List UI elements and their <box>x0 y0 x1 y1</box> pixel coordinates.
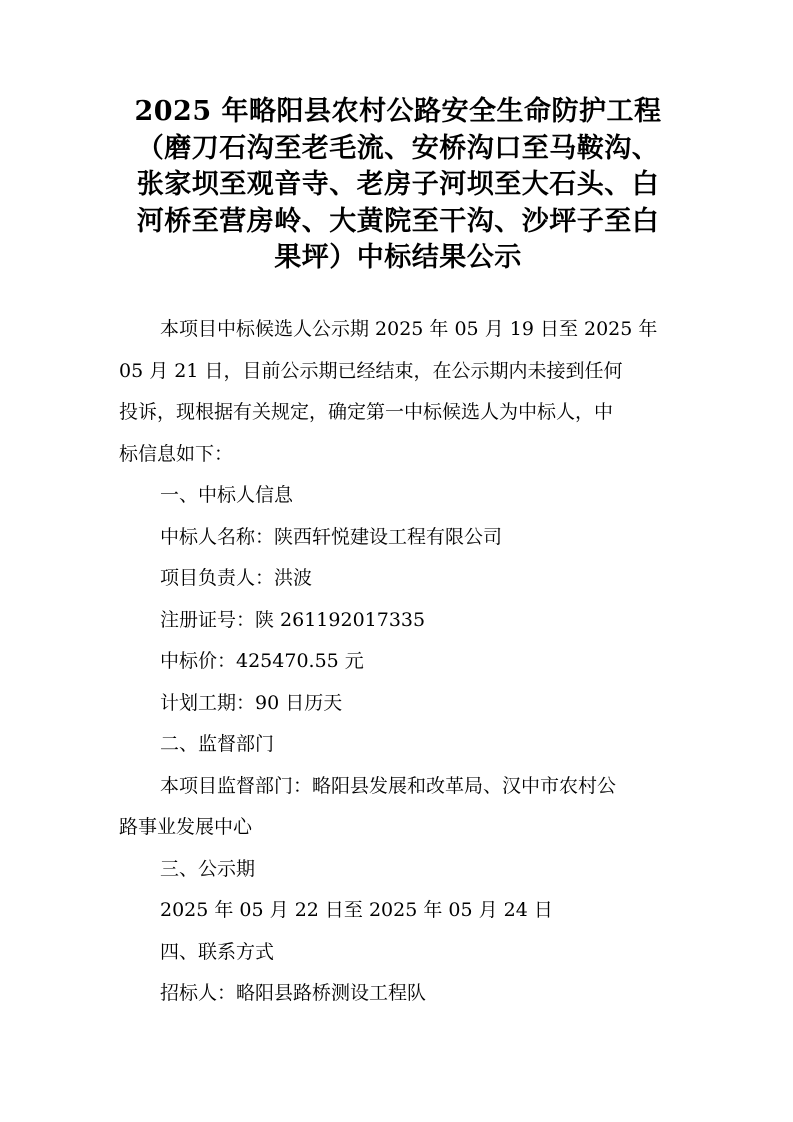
intro-line: 05 月 21 日，目前公示期已经结束，在公示期内未接到任何 <box>119 359 623 382</box>
title-line: （磨刀石沟至老毛流、安桥沟口至马鞍沟、 <box>136 132 660 164</box>
intro-line: 投诉，现根据有关规定，确定第一中标候选人为中标人，中 <box>119 401 614 423</box>
title-line: 河桥至营房岭、大黄院至干沟、沙坪子至白 <box>136 205 660 237</box>
title-line: 2025 年略阳县农村公路安全生命防护工程 <box>134 96 662 127</box>
registration-number: 注册证号：陕 261192017335 <box>160 608 426 631</box>
section-heading-publicity: 三、公示期 <box>160 857 256 880</box>
intro-line: 标信息如下： <box>119 442 234 465</box>
document-title <box>118 94 678 277</box>
section-heading-winner-info: 一、中标人信息 <box>160 484 294 506</box>
section-heading-supervision: 二、监督部门 <box>160 733 275 755</box>
publicity-period: 2025 年 05 月 22 日至 2025 年 05 月 24 日 <box>160 899 553 921</box>
title-line: 张家坝至观音寺、老房子河坝至大石头、白 <box>136 169 660 200</box>
intro-line: 本项目中标候选人公示期 2025 年 05 月 19 日至 2025 年 <box>160 318 658 340</box>
section-heading-contact: 四、联系方式 <box>160 940 275 963</box>
project-manager: 项目负责人：洪波 <box>160 567 313 589</box>
document-body <box>119 309 677 1015</box>
tenderer: 招标人：略阳县路桥测设工程队 <box>160 982 427 1004</box>
winner-name: 中标人名称：陕西轩悦建设工程有限公司 <box>160 525 503 548</box>
planned-duration: 计划工期：90 日历天 <box>160 691 343 714</box>
bid-price: 中标价：425470.55 元 <box>160 650 364 672</box>
title-line: 果坪）中标结果公示 <box>274 242 522 273</box>
intro-paragraph <box>119 309 677 475</box>
supervision-line: 路事业发展中心 <box>119 816 253 838</box>
supervision-line: 本项目监督部门：略阳县发展和改革局、汉中市农村公 <box>160 774 617 797</box>
